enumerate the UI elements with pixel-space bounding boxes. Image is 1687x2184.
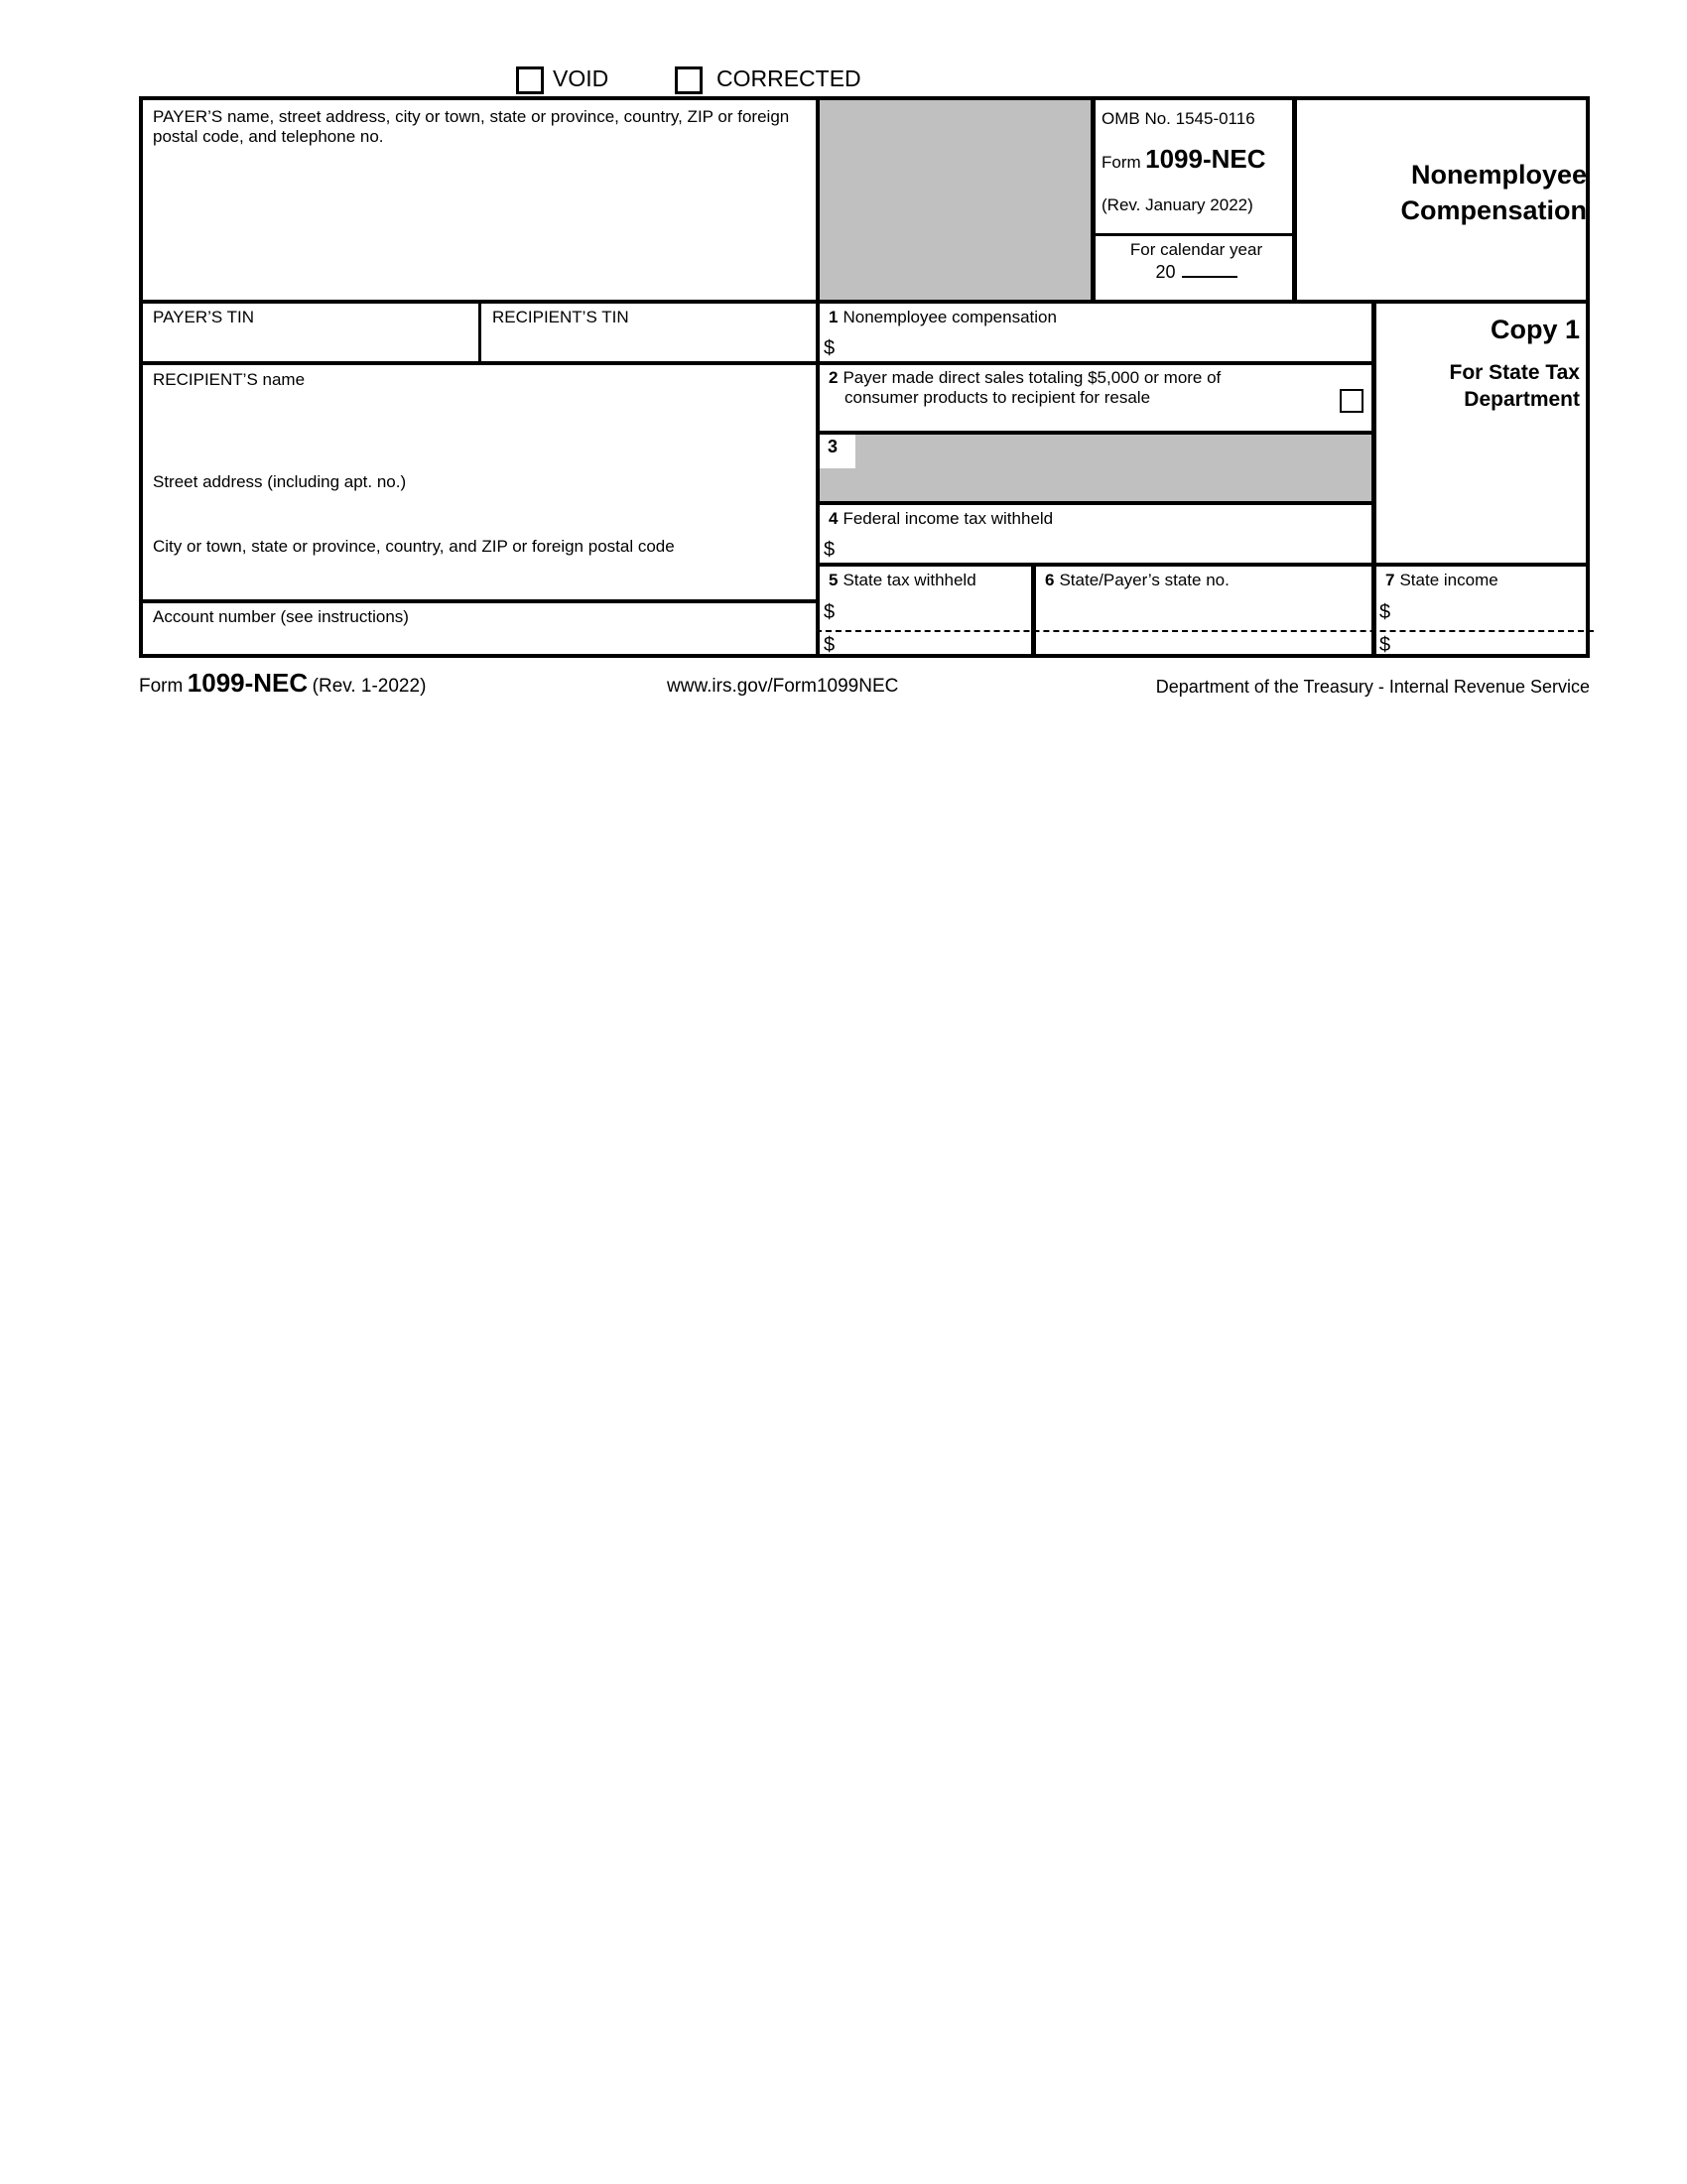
box1-label: 1 Nonemployee compensation [829, 308, 1057, 326]
calendar-year-label: For calendar year [1129, 240, 1263, 259]
void-checkbox[interactable] [516, 66, 544, 94]
shaded-upper-area [816, 100, 1096, 300]
divider [1091, 233, 1297, 236]
calendar-year-prefix: 20 [1155, 262, 1176, 282]
account-number-label: Account number (see instructions) [153, 607, 409, 626]
corrected-checkbox[interactable] [675, 66, 703, 94]
omb-form-number: 1099-NEC [1145, 144, 1266, 174]
form-body [139, 96, 1590, 658]
box2-label: 2 Payer made direct sales totaling $5,000 or more of consumer products to recipient for resale [829, 368, 1222, 408]
street-address-label: Street address (including apt. no.) [153, 472, 407, 491]
box4-dollar-sign: $ [824, 539, 836, 561]
footer-url: www.irs.gov/Form1099NEC [667, 676, 899, 697]
footer-agency: Department of the Treasury - Internal Revenue Service [1155, 677, 1590, 697]
box3-shaded-area [816, 431, 1373, 503]
copy-for-label: For State Tax Department [1449, 361, 1580, 411]
box6-label: 6 State/Payer’s state no. [1045, 571, 1230, 589]
box5-label: 5 State tax withheld [829, 571, 976, 589]
box7-dollar-sign-top: $ [1379, 601, 1391, 623]
omb-revision-label: (Rev. January 2022) [1102, 195, 1253, 214]
footer-form-id: Form 1099-NEC (Rev. 1-2022) [139, 668, 427, 698]
box7-dollar-sign-bottom: $ [1379, 634, 1391, 656]
recipients-tin-label: RECIPIENT’S TIN [492, 308, 629, 326]
box3-number-chip [820, 435, 855, 468]
corrected-label: CORRECTED [716, 65, 861, 91]
box3-number: 3 [828, 437, 839, 456]
box7-label: 7 State income [1385, 571, 1498, 589]
box4-label: 4 Federal income tax withheld [829, 509, 1054, 528]
box1-dollar-sign: $ [824, 337, 836, 359]
payer-info-label: PAYER’S name, street address, city or town, state or province, country, ZIP or foreign postal code, and telephone no. [153, 107, 790, 147]
box5-dollar-sign-top: $ [824, 601, 836, 623]
box5-dollar-sign-bottom: $ [824, 634, 836, 656]
calendar-year-blank[interactable] [1182, 261, 1237, 278]
payers-tin-label: PAYER’S TIN [153, 308, 255, 326]
omb-form-word: Form [1102, 153, 1141, 172]
city-state-zip-label: City or town, state or province, country, and ZIP or foreign postal code [153, 537, 675, 556]
recipient-name-label: RECIPIENT’S name [153, 370, 306, 389]
divider [816, 431, 1373, 435]
omb-number-label: OMB No. 1545-0116 [1102, 109, 1255, 128]
form-title: Nonemployee Compensation [1400, 160, 1587, 225]
copy-label: Copy 1 [1490, 315, 1580, 344]
box2-checkbox[interactable] [1340, 389, 1363, 413]
void-label: VOID [553, 65, 609, 91]
